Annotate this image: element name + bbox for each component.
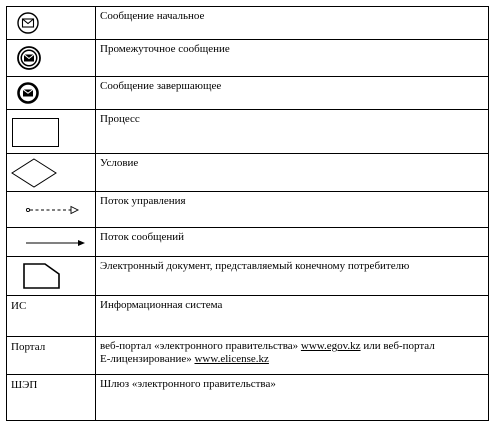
abbreviation-cell: ШЭП	[7, 375, 96, 421]
end-message-event-icon	[17, 82, 39, 104]
legend-symbol-cell	[7, 257, 96, 296]
legend-description: Электронный документ, представляемый конечному потребителю	[96, 257, 489, 296]
legend-row-portal	[7, 337, 489, 375]
legend-symbol-cell	[7, 154, 96, 192]
legend-description: Шлюз «электронного правительства»	[96, 375, 489, 421]
portal-description-text: веб-портал «электронного правительства»	[100, 340, 301, 352]
electronic-document-icon	[23, 263, 61, 289]
abbreviation-cell: Портал	[7, 337, 96, 375]
process-rectangle-icon	[12, 118, 60, 148]
legend-symbol-cell	[7, 7, 96, 40]
legend-symbol-cell	[7, 40, 96, 77]
control-flow-dashed-arrow-icon	[25, 205, 80, 215]
legend-row-condition	[7, 154, 489, 192]
legend-row-is	[7, 296, 489, 337]
condition-diamond-icon	[10, 158, 58, 188]
legend-row-electronic-document	[7, 257, 489, 296]
legend-symbol-cell	[7, 77, 96, 110]
intermediate-message-event-icon	[17, 46, 41, 70]
elicense-link[interactable]: www.elicense.kz	[194, 353, 269, 365]
legend-row-end-message	[7, 77, 489, 110]
message-flow-arrow-icon	[25, 238, 87, 248]
legend-row-message-flow	[7, 228, 489, 257]
legend-description: Сообщение завершающее	[96, 77, 489, 110]
legend-row-intermediate-message	[7, 40, 489, 77]
egov-link[interactable]: www.egov.kz	[300, 340, 361, 352]
legend-table	[6, 6, 489, 421]
portal-description-text: Е-лицензирование»	[100, 353, 195, 365]
legend-row-shep	[7, 375, 489, 421]
legend-description: Поток сообщений	[96, 228, 489, 257]
legend-description: Сообщение начальное	[96, 7, 489, 40]
legend-description: Промежуточное сообщение	[96, 40, 489, 77]
start-message-event-icon	[17, 12, 39, 34]
abbreviation-cell: ИС	[7, 296, 96, 337]
legend-symbol-cell	[7, 110, 96, 154]
legend-description: Процесс	[96, 110, 489, 154]
legend-symbol-cell	[7, 228, 96, 257]
legend-description: Поток управления	[96, 192, 489, 228]
legend-row-process	[7, 110, 489, 154]
legend-row-control-flow	[7, 192, 489, 228]
legend-row-start-message	[7, 7, 489, 40]
legend-description: Условие	[96, 154, 489, 192]
legend-description: Информационная система	[96, 296, 489, 337]
portal-description-text: или веб-портал	[360, 340, 435, 352]
legend-symbol-cell	[7, 192, 96, 228]
legend-description	[96, 337, 489, 375]
